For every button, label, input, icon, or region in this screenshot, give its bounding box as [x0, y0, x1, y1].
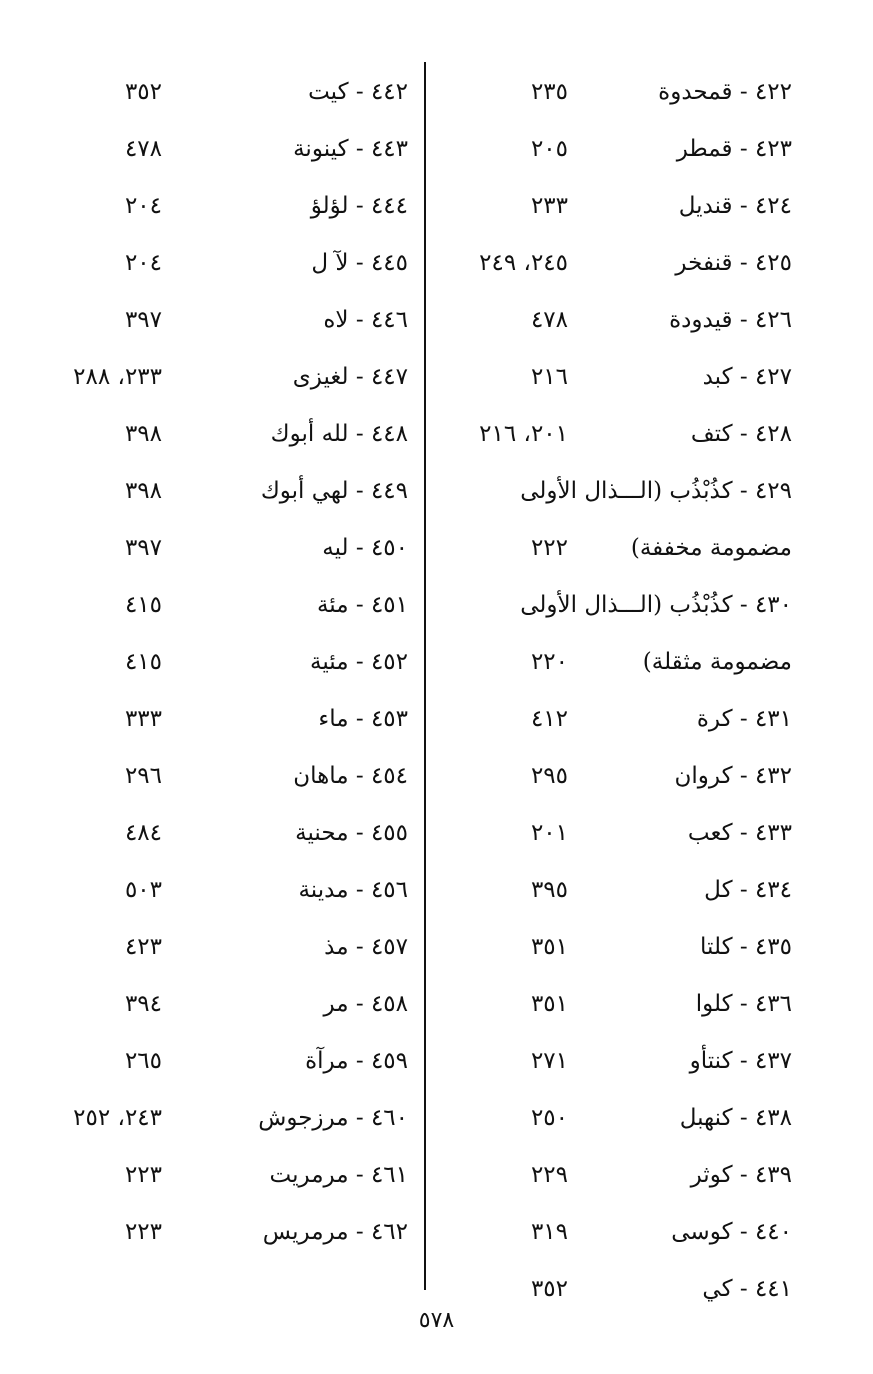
entry-term: ٤٢٣ - قمطر [676, 136, 792, 162]
entry-page-references: ٢٩٦ [124, 763, 162, 789]
index-entry-443 [20, 121, 420, 178]
entry-page-references: ٣٩٨ [124, 421, 162, 447]
entry-page-references: ٢٢٣ [124, 1162, 162, 1188]
page-number: ٥٧٨ [418, 1308, 455, 1333]
entry-term: ٤٢٦ - قيدودة [669, 307, 792, 333]
entry-term: ٤٢٧ - كبد [702, 364, 792, 390]
entry-page-references: ٢٢٢ [530, 535, 568, 561]
entry-term: ٤٣٨ - كنهبل [679, 1105, 792, 1131]
entry-term: ٤٦١ - مرمريت [269, 1162, 408, 1188]
entry-term: ٤٣١ - كرة [696, 706, 792, 732]
entry-page-references: ٢٣٥ [530, 79, 568, 105]
entry-term: ٤٥٥ - محنية [295, 820, 408, 846]
entry-page-references: ٢٩٥ [530, 763, 568, 789]
entry-term: ٤٤٤ - لؤلؤ [310, 193, 408, 219]
entry-page-references: ٥٠٣ [124, 877, 162, 903]
entry-page-references: ٢١٦ [530, 364, 568, 390]
entry-term: ٤٤٧ - لغيزى [292, 364, 408, 390]
entry-page-references: ٢٣٣ [530, 193, 568, 219]
entry-term: ٤٤٠ - كوسى [671, 1219, 792, 1245]
entry-page-references: ٣٥٢ [530, 1276, 568, 1302]
index-entry-462 [20, 1204, 420, 1261]
entry-term: ٤٢٢ - قمحدوة [658, 79, 792, 105]
index-entry-449 [20, 463, 420, 520]
index-entry-422 [430, 64, 810, 121]
index-entry-453 [20, 691, 420, 748]
entry-page-references: ٢٢٩ [530, 1162, 568, 1188]
entry-term: ٤٢٥ - قنفخر [675, 250, 792, 276]
entry-term: ٤٤١ - كي [702, 1276, 792, 1302]
index-entry-444 [20, 178, 420, 235]
index-entry-457 [20, 919, 420, 976]
index-entry-434 [430, 862, 810, 919]
index-entry-459 [20, 1033, 420, 1090]
entry-page-references: ٢٠٤ [124, 193, 162, 219]
entry-page-references: ٣٥٢ [124, 79, 162, 105]
index-entry-440 [430, 1204, 810, 1261]
entry-page-references: ٤٨٤ [124, 820, 162, 846]
entry-page-references: ٢٧١ [530, 1048, 568, 1074]
entry-term: ٤٤٨ - لله أبوك [270, 421, 408, 447]
entry-term: ٤٥١ - مئة [316, 592, 408, 618]
index-entry-435 [430, 919, 810, 976]
index-entry-436 [430, 976, 810, 1033]
entry-term: ٤٣٣ - كعب [687, 820, 792, 846]
index-entry-446 [20, 292, 420, 349]
index-entry-448 [20, 406, 420, 463]
entry-page-references: ٢٥٠ [530, 1105, 568, 1131]
index-entry-458 [20, 976, 420, 1033]
index-entry-426 [430, 292, 810, 349]
entry-term: ٤٤٣ - كينونة [293, 136, 408, 162]
column-divider [424, 62, 426, 1290]
entry-page-references: ٣٥١ [530, 991, 568, 1017]
entry-page-references: ٤٧٨ [124, 136, 162, 162]
index-entry-439 [430, 1147, 810, 1204]
entry-page-references: ٢٤٣، ٢٥٢ [73, 1105, 162, 1131]
entry-term: ٤٥٧ - مذ [324, 934, 408, 960]
index-entry-430-line-1 [430, 577, 810, 634]
index-entry-445 [20, 235, 420, 292]
entry-term: ٤٣٦ - كلوا [695, 991, 792, 1017]
entry-page-references: ٣٩٨ [124, 478, 162, 504]
index-entry-451 [20, 577, 420, 634]
entry-term: ٤٣٥ - كلتا [700, 934, 792, 960]
index-entry-433 [430, 805, 810, 862]
entry-term: ٤٤٢ - كيت [308, 79, 408, 105]
index-entry-431 [430, 691, 810, 748]
entry-term: ٤٤٦ - لاه [323, 307, 408, 333]
entry-page-references: ٢٤٥، ٢٤٩ [479, 250, 568, 276]
index-entry-429-line-2 [430, 520, 810, 577]
index-entry-450 [20, 520, 420, 577]
entry-term: ٤٥٠ - ليه [322, 535, 408, 561]
index-entry-432 [430, 748, 810, 805]
index-entry-427 [430, 349, 810, 406]
entry-term: ٤٥٩ - مرآة [305, 1048, 408, 1074]
entry-term: ٤٤٩ - لهي أبوك [260, 478, 408, 504]
index-entry-428 [430, 406, 810, 463]
entry-page-references: ٢٢٣ [124, 1219, 162, 1245]
entry-term: ٤٢٩ - كذُبْذُب (الـــذال الأولى [520, 478, 792, 504]
entry-term: ٤٥٦ - مدينة [298, 877, 408, 903]
entry-page-references: ٤٧٨ [530, 307, 568, 333]
entry-page-references: ٢٠٥ [530, 136, 568, 162]
entry-term-continuation: مضمومة مخففة) [630, 535, 792, 561]
entry-page-references: ٢٣٣، ٢٨٨ [73, 364, 162, 390]
left-index-column [20, 64, 420, 1261]
entry-page-references: ٣٥١ [530, 934, 568, 960]
entry-page-references: ٤٢٣ [124, 934, 162, 960]
entry-term: ٤٤٥ - لآ ل [311, 250, 408, 276]
entry-term: ٤٣٠ - كذُبْذُب (الـــذال الأولى [520, 592, 792, 618]
index-entry-456 [20, 862, 420, 919]
entry-term: ٤٦٢ - مرمريس [262, 1219, 408, 1245]
entry-page-references: ٤١٢ [530, 706, 568, 732]
entry-term: ٤٥٨ - مر [323, 991, 408, 1017]
index-entry-460 [20, 1090, 420, 1147]
index-entry-454 [20, 748, 420, 805]
index-entry-437 [430, 1033, 810, 1090]
index-entry-438 [430, 1090, 810, 1147]
entry-page-references: ٣٩٤ [124, 991, 162, 1017]
entry-term: ٤٢٨ - كتف [690, 421, 792, 447]
entry-term: ٤٥٤ - ماهان [293, 763, 408, 789]
index-entry-447 [20, 349, 420, 406]
entry-term: ٤٣٩ - كوثر [690, 1162, 792, 1188]
entry-term: ٤٣٢ - كروان [674, 763, 792, 789]
index-entry-455 [20, 805, 420, 862]
index-entry-429-line-1 [430, 463, 810, 520]
entry-page-references: ٣٣٣ [124, 706, 162, 732]
index-entry-461 [20, 1147, 420, 1204]
index-entry-425 [430, 235, 810, 292]
entry-page-references: ٣٩٥ [530, 877, 568, 903]
entry-page-references: ٣١٩ [530, 1219, 568, 1245]
right-index-column [430, 64, 810, 1318]
entry-term: ٤٥٣ - ماء [318, 706, 408, 732]
entry-page-references: ٢٢٠ [530, 649, 568, 675]
entry-page-references: ٣٩٧ [124, 307, 162, 333]
entry-page-references: ٤١٥ [124, 592, 162, 618]
index-entry-424 [430, 178, 810, 235]
entry-term-continuation: مضمومة مثقلة) [642, 649, 792, 675]
entry-page-references: ٢٠١، ٢١٦ [479, 421, 568, 447]
index-entry-423 [430, 121, 810, 178]
entry-page-references: ٢٦٥ [124, 1048, 162, 1074]
entry-term: ٤٦٠ - مرزجوش [258, 1105, 408, 1131]
entry-page-references: ٣٩٧ [124, 535, 162, 561]
entry-page-references: ٢٠١ [530, 820, 568, 846]
index-entry-430-line-2 [430, 634, 810, 691]
entry-page-references: ٤١٥ [124, 649, 162, 675]
entry-term: ٤٥٢ - مئية [310, 649, 408, 675]
index-entry-452 [20, 634, 420, 691]
entry-term: ٤٢٤ - قنديل [678, 193, 792, 219]
entry-page-references: ٢٠٤ [124, 250, 162, 276]
entry-term: ٤٣٧ - كنتأو [689, 1048, 792, 1074]
index-entry-442 [20, 64, 420, 121]
entry-term: ٤٣٤ - كل [704, 877, 792, 903]
